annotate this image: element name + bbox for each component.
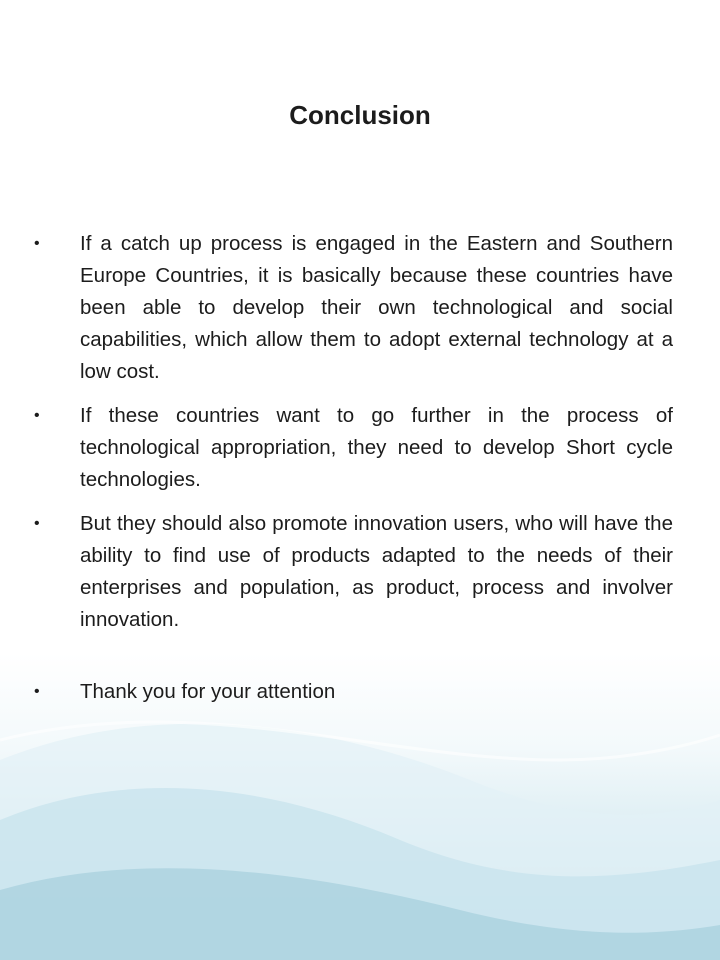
bullet-item xyxy=(34,508,673,636)
bullet-list xyxy=(0,228,720,708)
bullet-text: But they should also promote innovation users, who will have the ability to find use of products adapted to the needs of their enterprises and population, as product, process and involver innovation. xyxy=(80,512,673,631)
bullet-icon: • xyxy=(34,235,40,252)
bullet-icon: • xyxy=(34,515,40,532)
slide-title: Conclusion xyxy=(289,100,431,130)
bullet-item xyxy=(34,400,673,496)
bullet-text: If these countries want to go further in the process of technological appropriation, they need to develop Short cycle technologies. xyxy=(80,404,673,491)
bullet-text: Thank you for your attention xyxy=(80,680,336,703)
bullet-icon: • xyxy=(34,683,40,700)
bullet-item xyxy=(34,676,673,708)
bullet-item xyxy=(34,228,673,388)
bullet-text: If a catch up process is engaged in the Eastern and Southern Europe Countries, it is basically because these countries have been able to develop their own technological and social capabilities, which allow them to adopt external technology at a low cost. xyxy=(80,232,673,383)
bullet-icon: • xyxy=(34,407,40,424)
